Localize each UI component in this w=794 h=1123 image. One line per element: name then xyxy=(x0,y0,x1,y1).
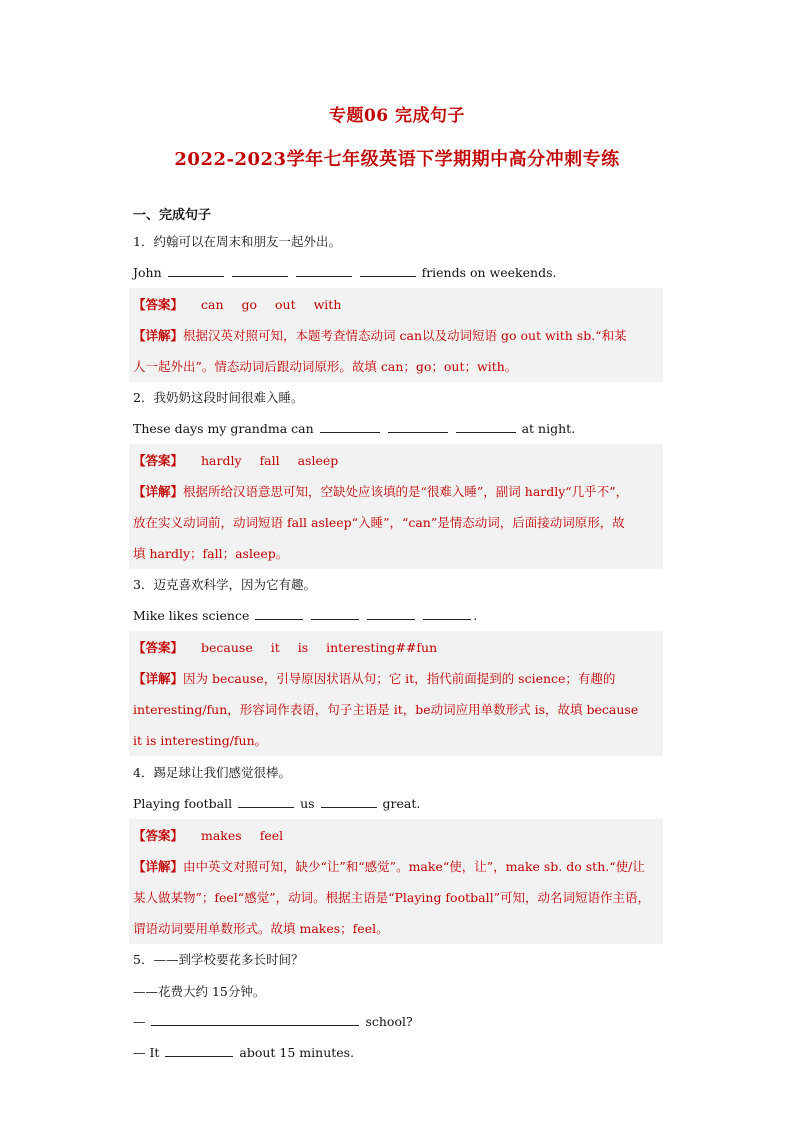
question-5-line-2 xyxy=(133,1043,354,1063)
detail-tag: 【详解】 xyxy=(133,484,184,499)
question-5-line-1 xyxy=(133,1012,413,1032)
answer-word: feel xyxy=(259,828,284,843)
q5-line2-post: about 15 minutes. xyxy=(239,1045,355,1060)
document-subtitle: 2022-2023学年七年级英语下学期期中高分冲刺专练 xyxy=(174,149,620,170)
answer-blank[interactable] xyxy=(321,794,377,808)
detail-tag: 【详解】 xyxy=(133,671,184,686)
answer-tag: 【答案】 xyxy=(133,297,184,312)
answer-blank[interactable] xyxy=(151,1012,359,1026)
detail-tag: 【详解】 xyxy=(133,328,184,343)
section-heading: 一、完成句子 xyxy=(133,208,212,223)
q3-detail-line xyxy=(133,669,615,689)
question-3-sentence xyxy=(133,606,477,626)
q4-detail-line: 谓语动词要用单数形式。故填 makes；feel。 xyxy=(133,921,389,936)
answer-word: asleep xyxy=(297,453,339,468)
detail-tag: 【详解】 xyxy=(133,859,184,874)
detail-text: 根据汉英对照可知，本题考查情态动词 can以及动词短语 go out with sb.“和某 xyxy=(183,328,627,343)
question-5-prompt-2: ——花费大约 15分钟。 xyxy=(133,984,266,999)
q5-dash: — xyxy=(133,1014,146,1029)
document-title: 专题06 完成句子 xyxy=(328,106,466,126)
q1-detail-line: 人一起外出”。情态动词后跟动词原形。故填 can；go；out；with。 xyxy=(133,359,518,374)
q5-line2-pre: — It xyxy=(133,1045,160,1060)
answer-blank[interactable] xyxy=(311,606,359,620)
answer-blank[interactable] xyxy=(360,263,416,277)
q3-answer xyxy=(133,638,437,658)
answer-blank[interactable] xyxy=(388,419,448,433)
answer-blank[interactable] xyxy=(423,606,471,620)
answer-word: out xyxy=(275,297,296,312)
answer-word: go xyxy=(241,297,258,312)
answer-blank[interactable] xyxy=(232,263,288,277)
answer-word: interesting##fun xyxy=(326,640,438,655)
q2-detail-line xyxy=(133,482,628,502)
q1-post-text: friends on weekends. xyxy=(421,265,557,280)
question-2-prompt: 2．我奶奶这段时间很难入睡。 xyxy=(133,390,304,405)
q5-line1-post: school? xyxy=(365,1014,413,1029)
q4-pre-text: Playing football xyxy=(133,796,233,811)
answer-word: is xyxy=(297,640,309,655)
answer-word: hardly xyxy=(201,453,242,468)
answer-blank[interactable] xyxy=(367,606,415,620)
answer-blank[interactable] xyxy=(320,419,380,433)
answer-blank[interactable] xyxy=(168,263,224,277)
q4-detail-line: 某人做某物”；feel“感觉”，动词。根据主语是“Playing football”可知，动名词短语作主语， xyxy=(133,890,650,905)
question-1-prompt: 1．约翰可以在周末和朋友一起外出。 xyxy=(133,234,341,249)
question-4-sentence xyxy=(133,794,420,814)
answer-blank[interactable] xyxy=(296,263,352,277)
answer-tag: 【答案】 xyxy=(133,828,184,843)
detail-text: 因为 because，引导原因状语从句；它 it，指代前面提到的 science；有趣的 xyxy=(183,671,616,686)
answer-word: fall xyxy=(259,453,280,468)
question-5-prompt: 5．——到学校要花多长时间？ xyxy=(133,952,304,967)
q4-post-text: great. xyxy=(382,796,421,811)
q4-mid-text: us xyxy=(300,796,315,811)
q3-detail-line: it is interesting/fun。 xyxy=(133,733,268,748)
q1-answer xyxy=(133,295,341,315)
q4-detail-line xyxy=(133,857,645,877)
q3-pre-text: Mike likes science xyxy=(133,608,250,623)
q2-answer xyxy=(133,451,338,471)
answer-word: with xyxy=(313,297,342,312)
q3-detail-line: interesting/fun，形容词作表语，句子主语是 it，be动词应用单数形式 is，故填 because xyxy=(133,702,639,717)
q2-detail-line: 放在实义动词前，动词短语 fall asleep“入睡”，“can”是情态动词，后面接动词原形，故 xyxy=(133,515,625,530)
detail-text: 由中英文对照可知，缺少“让”和“感觉”。make“使，让”，make sb. do sth.“使/让 xyxy=(183,859,645,874)
answer-blank[interactable] xyxy=(238,794,294,808)
q1-pre-text: John xyxy=(133,265,162,280)
question-3-prompt: 3．迈克喜欢科学，因为它有趣。 xyxy=(133,577,316,592)
answer-word: it xyxy=(270,640,280,655)
answer-word: can xyxy=(201,297,224,312)
q1-detail-line xyxy=(133,326,627,346)
answer-blank[interactable] xyxy=(255,606,303,620)
answer-tag: 【答案】 xyxy=(133,453,184,468)
answer-word: because xyxy=(201,640,253,655)
q2-detail-line: 填 hardly；fall；asleep。 xyxy=(133,546,289,561)
question-1-sentence xyxy=(133,263,556,283)
q4-answer xyxy=(133,826,283,846)
q2-post-text: at night. xyxy=(521,421,576,436)
answer-word: makes xyxy=(201,828,242,843)
answer-blank[interactable] xyxy=(456,419,516,433)
question-2-sentence xyxy=(133,419,575,439)
answer-blank[interactable] xyxy=(165,1043,233,1057)
answer-tag: 【答案】 xyxy=(133,640,184,655)
question-4-prompt: 4．踢足球让我们感觉很棒。 xyxy=(133,765,291,780)
detail-text: 根据所给汉语意思可知，空缺处应该填的是“很难入睡”，副词 hardly“几乎不”， xyxy=(183,484,629,499)
q2-pre-text: These days my grandma can xyxy=(133,421,314,436)
q3-post-text: . xyxy=(473,608,478,623)
